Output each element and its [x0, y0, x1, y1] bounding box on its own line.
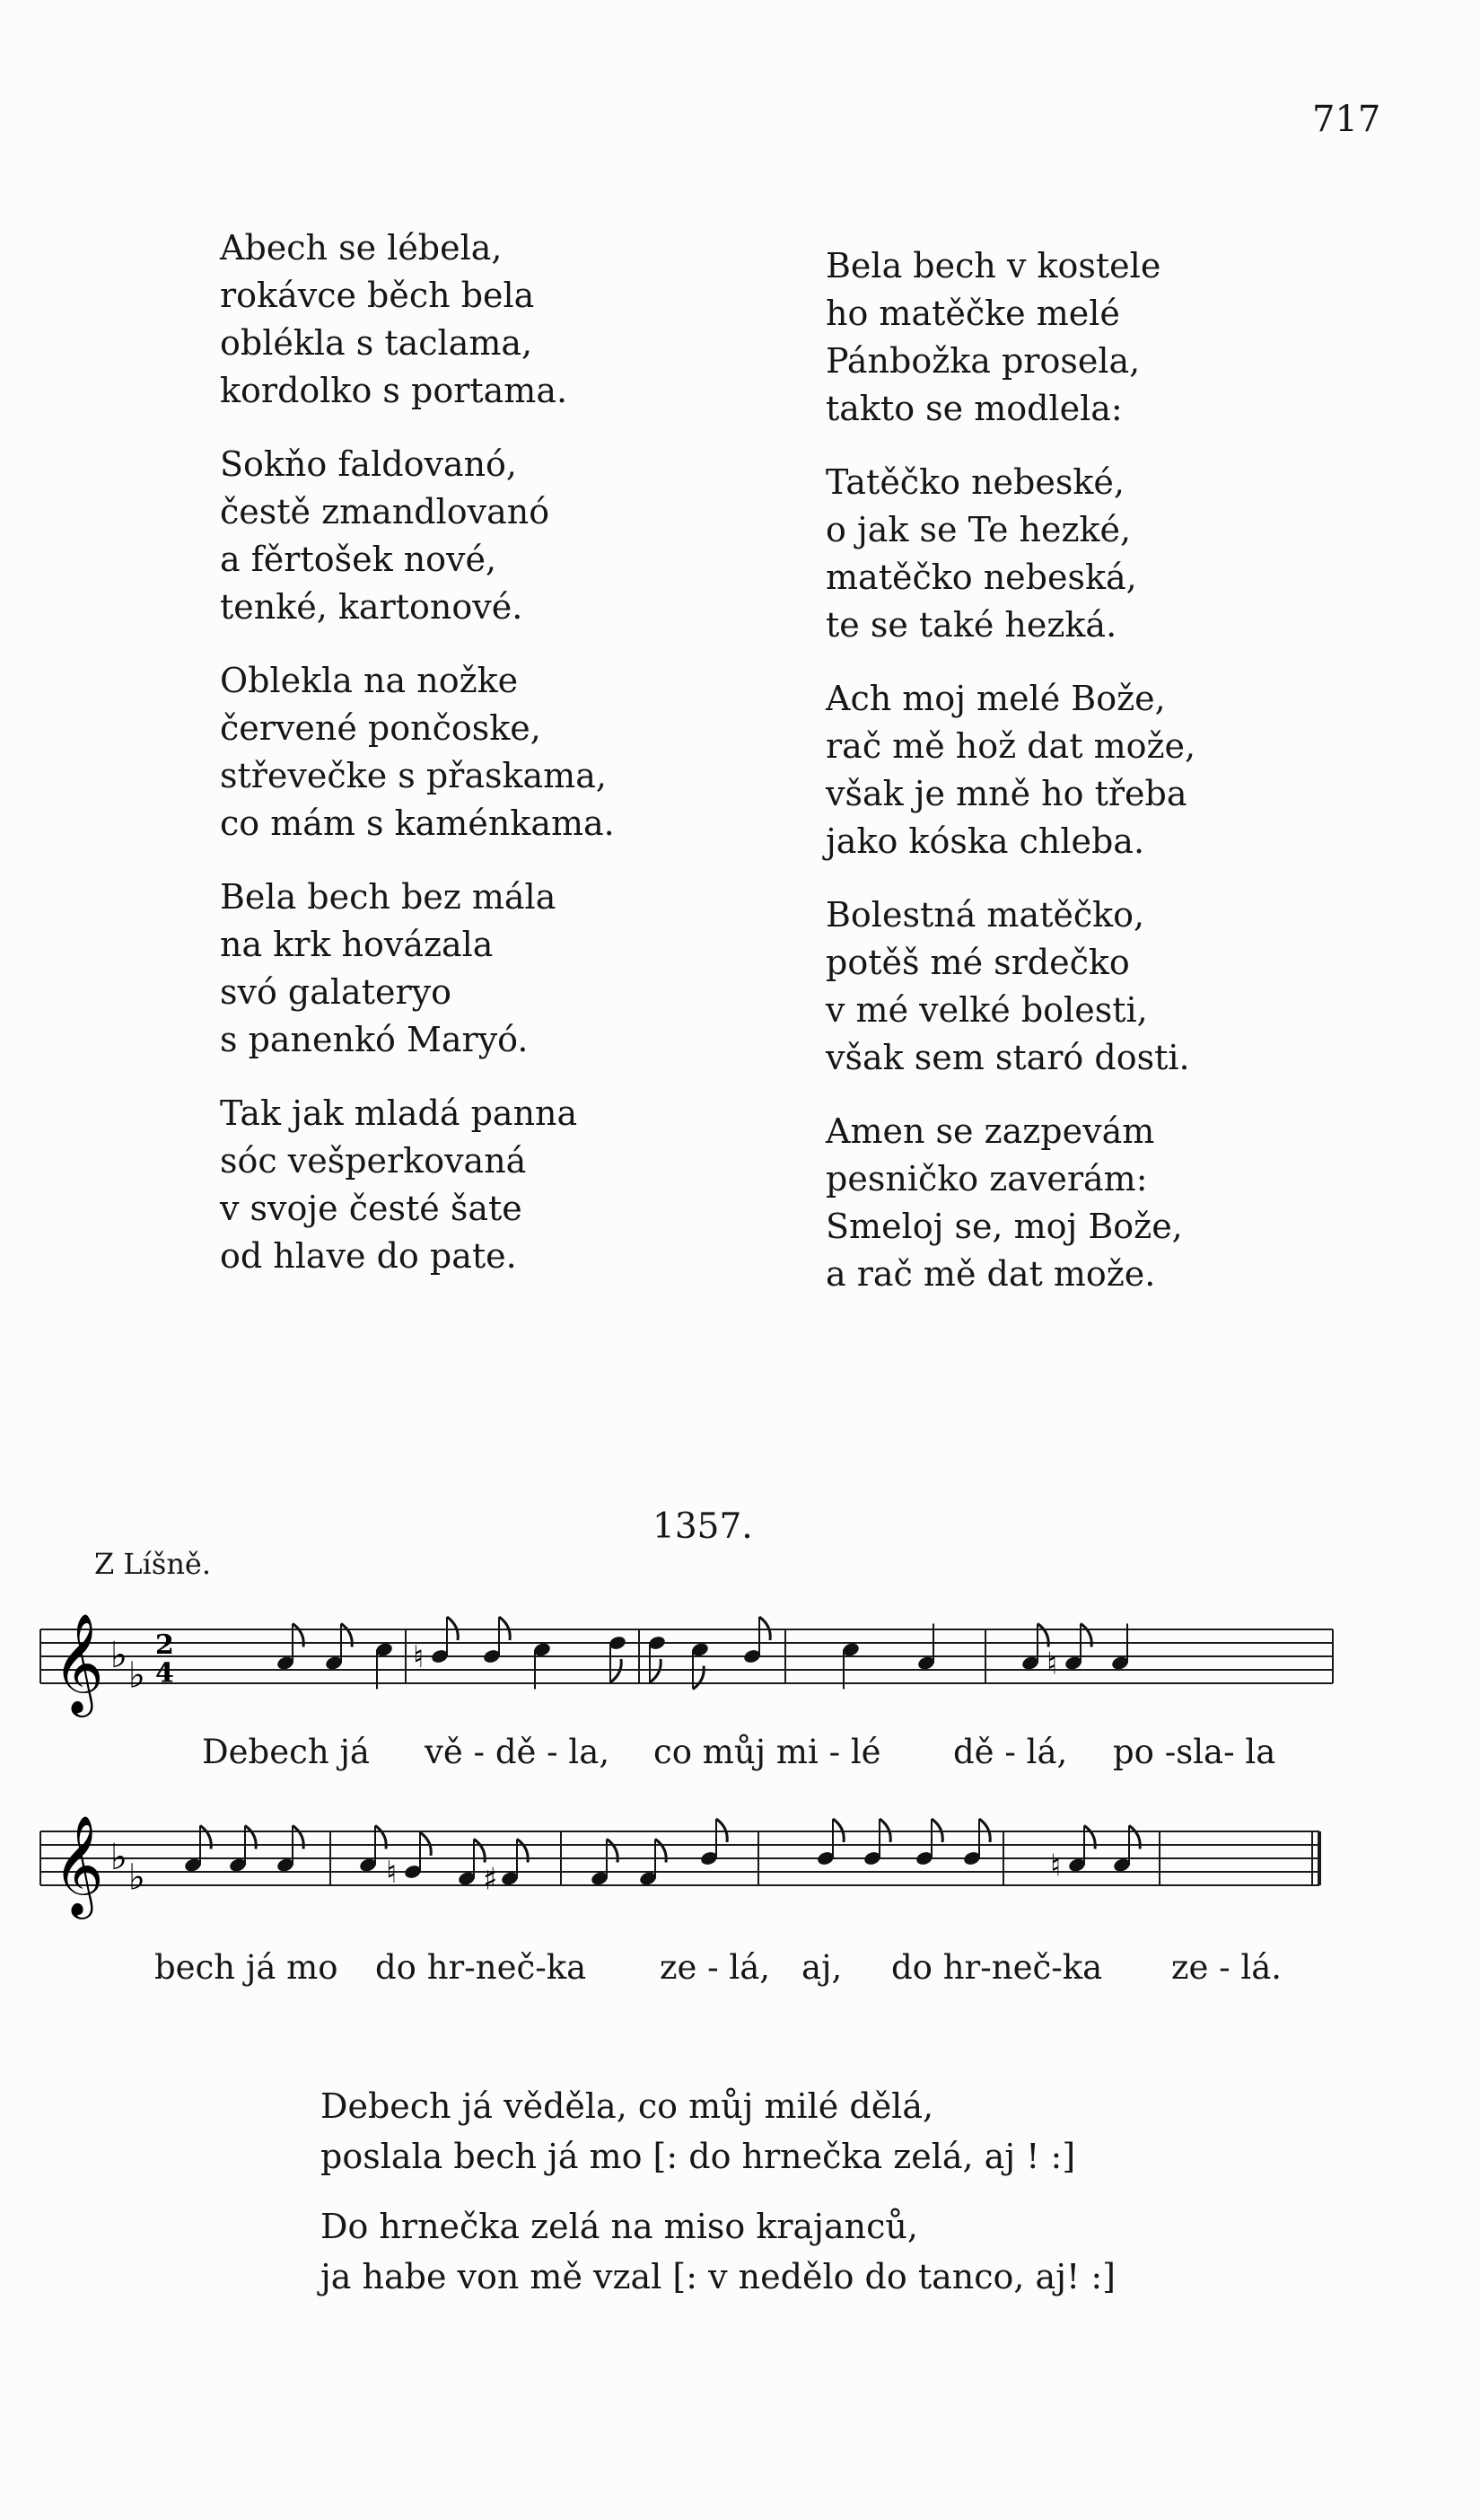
note — [690, 1641, 709, 1689]
note — [863, 1819, 890, 1866]
poem-right-line: Smeloj se, moj Bože, — [826, 1207, 1183, 1246]
note — [1110, 1624, 1129, 1672]
note — [386, 1832, 431, 1891]
note — [1020, 1624, 1048, 1672]
flat-icon: ♭ — [110, 1837, 127, 1878]
poem-right-line: te se také hezká. — [826, 605, 1117, 645]
poem-left-line: s panenkó Maryó. — [220, 1020, 529, 1059]
lyric-syllables: bech já mo — [154, 1948, 338, 1987]
poem-left-stanza — [220, 1090, 830, 1280]
note — [457, 1840, 485, 1887]
note — [183, 1826, 211, 1874]
poem-left-line: a fěrtošek nové, — [220, 540, 497, 579]
poem-right-line: jako kóska chleba. — [826, 821, 1145, 861]
poem-right-line: potěš mé srdečko — [826, 943, 1130, 982]
poem-right-stanza — [826, 242, 1436, 433]
natural-icon: ♮ — [1050, 1848, 1062, 1884]
note — [276, 1826, 303, 1874]
note — [699, 1819, 727, 1866]
poem-right-line: Bela bech v kostele — [826, 246, 1161, 285]
time-signature-top: 2 — [155, 1629, 174, 1661]
song-origin: Z Líšně. — [94, 1547, 212, 1581]
page-number: 717 — [1312, 99, 1381, 140]
poem-left-line: čestě zmandlovanó — [220, 492, 550, 531]
song-text-line: Do hrnečka zelá na miso krajanců, — [320, 2207, 918, 2246]
poem-left-stanza — [220, 874, 830, 1064]
sharp-icon: ♯ — [483, 1861, 498, 1898]
lyric-syllables: do hr-neč-ka — [375, 1948, 587, 1987]
lyric-syllables: vě - dě - la, — [425, 1733, 610, 1771]
song-text-stanza — [320, 2081, 1116, 2182]
poem-right-line: pesničko zaverám: — [826, 1159, 1148, 1199]
poem-right-line: však je mně ho třeba — [826, 774, 1187, 813]
song-text-line: Debech já věděla, co můj milé dělá, — [320, 2086, 934, 2126]
lyric-syllables: po -sla- la — [1113, 1733, 1276, 1771]
note — [590, 1840, 617, 1887]
poem-right-line: Ach moj melé Bože, — [826, 679, 1166, 718]
note — [1050, 1826, 1095, 1884]
flat-icon: ♭ — [128, 1655, 145, 1697]
lyric-syllables: ze - lá. — [1171, 1948, 1283, 1987]
poem-left-column — [220, 224, 830, 1306]
natural-icon: ♮ — [1047, 1646, 1058, 1682]
poem-left-line: červené pončoske, — [220, 708, 541, 748]
treble-clef-icon: 𝄞 — [53, 1814, 104, 1915]
note — [962, 1819, 990, 1866]
lyric-syllables: aj, — [801, 1948, 843, 1987]
poem-left-stanza — [220, 224, 830, 415]
poem-left-stanza — [220, 657, 830, 847]
note — [413, 1617, 458, 1675]
lyric-syllables: ze - lá, — [660, 1948, 771, 1987]
note — [916, 1624, 935, 1672]
poem-right-line: Pánbožka prosela, — [826, 341, 1141, 381]
poem-left-line: v svoje česté šate — [220, 1189, 522, 1228]
poem-left-line: sóc vešperkovaná — [220, 1141, 527, 1181]
poem-right-line: Tatěčko nebeské, — [826, 462, 1125, 502]
note — [483, 1840, 528, 1898]
poem-right-line: v mé velké bolesti, — [826, 990, 1148, 1030]
note — [1112, 1826, 1140, 1874]
poem-right-column — [826, 242, 1436, 1324]
poem-left-line: střevečke s přaskama, — [220, 756, 607, 795]
poem-left-line: od hlave do pate. — [220, 1236, 517, 1276]
poem-right-line: a rač mě dat može. — [826, 1254, 1156, 1294]
poem-left-line: rokávce běch bela — [220, 276, 535, 315]
poem-right-line: takto se modlela: — [826, 389, 1123, 428]
poem-right-line: Bolestná matěčko, — [826, 895, 1145, 935]
flat-icon: ♭ — [128, 1857, 145, 1899]
poem-left-line: Bela bech bez mála — [220, 877, 556, 917]
poem-left-line: Tak jak mladá panna — [220, 1093, 578, 1133]
note — [742, 1617, 770, 1664]
poem-left-line: kordolko s portama. — [220, 371, 568, 410]
note — [374, 1641, 393, 1689]
poem-left-line: na krk hovázala — [220, 925, 494, 964]
poem-left-line: Sokňo faldovanó, — [220, 444, 517, 484]
song-text-line: poslala bech já mo [: do hrnečka zelá, aj ! :] — [320, 2137, 1076, 2176]
poem-right-line: Amen se zazpevám — [826, 1111, 1155, 1151]
lyric-syllables: Debech já — [202, 1733, 370, 1771]
natural-icon: ♮ — [386, 1855, 398, 1891]
poem-left-stanza — [220, 441, 830, 631]
poem-left-line: tenké, kartonové. — [220, 587, 523, 627]
music-staff-2 — [0, 1813, 1480, 1921]
poem-left-line: svó galateryo — [220, 972, 451, 1012]
song-text-line: ja habe von mě vzal [: v nedělo do tanco, aj! :] — [320, 2257, 1116, 2296]
poem-right-line: o jak se Te hezké, — [826, 510, 1132, 549]
song-text — [320, 2081, 1116, 2322]
note — [608, 1635, 626, 1682]
poem-left-line: Oblekla na nožke — [220, 661, 519, 700]
note — [228, 1826, 256, 1874]
music-staff-1 — [0, 1611, 1480, 1719]
song-text-stanza — [320, 2201, 1116, 2302]
note — [1047, 1624, 1091, 1682]
poem-left-line: Abech se lébela, — [220, 228, 503, 268]
note — [324, 1624, 352, 1672]
song-number: 1357. — [652, 1506, 753, 1547]
poem-right-line: matěčko nebeská, — [826, 558, 1137, 597]
lyric-syllables: dě - lá, — [953, 1733, 1068, 1771]
note — [647, 1635, 666, 1682]
note — [532, 1641, 551, 1689]
note — [638, 1840, 666, 1887]
time-signature-bottom: 4 — [155, 1657, 174, 1690]
poem-left-line: co mám s kaménkama. — [220, 803, 615, 843]
note — [482, 1617, 510, 1664]
poem-right-line: ho matěčke melé — [826, 294, 1120, 333]
lyric-syllables: co můj mi - lé — [653, 1733, 881, 1771]
note — [276, 1624, 303, 1672]
poem-left-line: oblékla s taclama, — [220, 323, 533, 363]
natural-icon: ♮ — [413, 1639, 425, 1675]
note — [915, 1819, 942, 1866]
poem-right-stanza — [826, 675, 1436, 865]
flat-icon: ♭ — [110, 1635, 127, 1676]
lyric-syllables: do hr-neč-ka — [891, 1948, 1103, 1987]
treble-clef-icon: 𝄞 — [53, 1612, 104, 1713]
poem-right-line: rač mě hož dat može, — [826, 726, 1196, 766]
poem-right-line: však sem staró dosti. — [826, 1038, 1190, 1077]
poem-right-stanza — [826, 459, 1436, 649]
note — [841, 1641, 860, 1689]
note — [816, 1819, 844, 1866]
poem-right-stanza — [826, 1108, 1436, 1298]
poem-right-stanza — [826, 891, 1436, 1082]
note — [358, 1826, 386, 1874]
